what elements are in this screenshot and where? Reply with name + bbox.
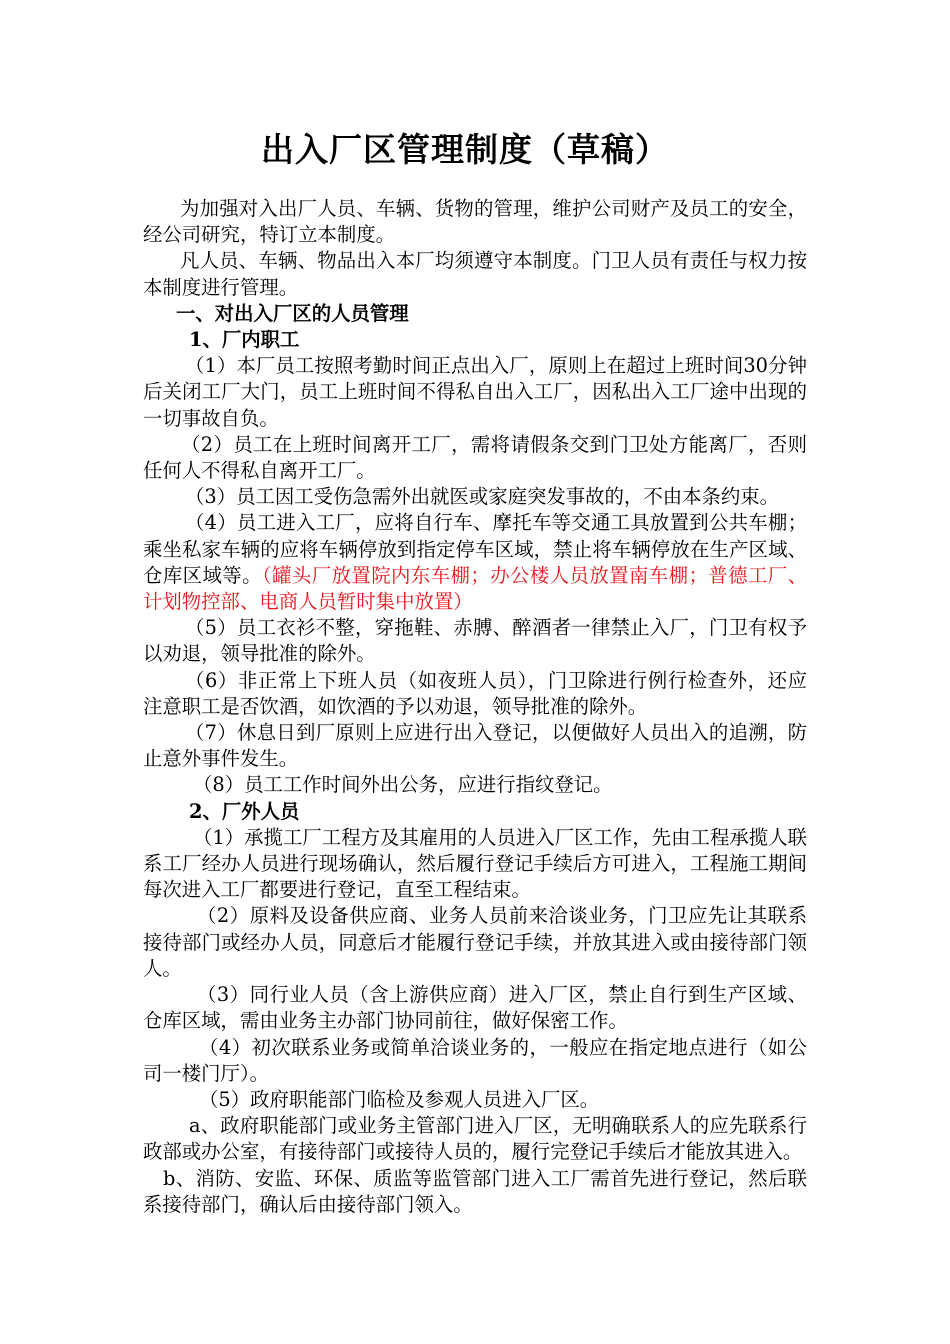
visitor-rule-5: （5）政府职能部门临检及参观人员进入厂区。 xyxy=(199,1087,600,1111)
intro-paragraph-2: 凡人员、车辆、物品出入本厂均须遵守本制度。门卫人员有责任与权力按本制度进行管理。 xyxy=(143,249,807,299)
staff-rule-3: （3）员工因工受伤急需外出就医或家庭突发事故的，不由本条约束。 xyxy=(185,485,780,509)
subsection-2-heading: 2、厂外人员 xyxy=(189,799,300,823)
visitor-rule-3: （3）同行业人员（含上游供应商）进入厂区，禁止自行到生产区域、仓库区域，需由业务主办部门协同前往，做好保密工作。 xyxy=(143,983,807,1033)
staff-rule-7: （7）休息日到厂原则上应进行出入登记，以便做好人员出入的追溯，防止意外事件发生。 xyxy=(143,721,807,771)
visitor-rule-5b: b、消防、安监、环保、质监等监管部门进入工厂需首先进行登记，然后联系接待部门，确认后由接待部门领入。 xyxy=(143,1166,807,1216)
visitor-rule-2: （2）原料及设备供应商、业务人员前来洽谈业务，门卫应先让其联系接待部门或经办人员，同意后才能履行登记手续，并放其进入或由接待部门领人。 xyxy=(143,904,807,980)
staff-rule-4-text: （4）员工进入工厂，应将自行车、摩托车等交通工具放置到公共车棚；乘坐私家车辆的应将车辆停放到指定停车区域，禁止将车辆停放在生产区域、仓库区域等。 xyxy=(143,511,807,587)
staff-rule-2: （2）员工在上班时间离开工厂，需将请假条交到门卫处方能离厂，否则任何人不得私自离开工厂。 xyxy=(143,432,807,483)
staff-rule-5: （5）员工衣衫不整，穿拖鞋、赤膊、醉酒者一律禁止入厂，门卫有权予以劝退，领导批准的除外。 xyxy=(143,616,807,666)
visitor-rule-5a: a、政府职能部门或业务主管部门进入厂区，无明确联系人的应先联系行政部或办公室，有接待部门或接待人员的，履行完登记手续后才能放其进入。 xyxy=(143,1114,807,1164)
staff-rule-8: （8）员工工作时间外出公务，应进行指纹登记。 xyxy=(193,773,613,797)
staff-rule-4 xyxy=(143,510,807,615)
subsection-1-heading: 1、厂内职工 xyxy=(189,328,300,352)
staff-rule-4-parking-note: （罐头厂放置院内东车棚；办公楼人员放置南车棚；普德工厂、计划物控部、电商人员暂时集中放置） xyxy=(143,563,807,614)
intro-paragraph-1: 为加强对入出厂人员、车辆、货物的管理，维护公司财产及员工的安全，经公司研究，特订立本制度。 xyxy=(143,197,807,247)
document-body xyxy=(143,196,807,1218)
staff-rule-1: （1）本厂员工按照考勤时间正点出入厂，原则上在超过上班时间30分钟后关闭工厂大门，员工上班时间不得私自出入工厂，因私出入工厂途中出现的一切事故自负。 xyxy=(143,354,807,430)
document-title: 出入厂区管理制度（草稿） xyxy=(261,130,669,169)
visitor-rule-1: （1）承揽工厂工程方及其雇用的人员进入厂区工作，先由工程承揽人联系工厂经办人员进行现场确认，然后履行登记手续后方可进入，工程施工期间每次进入工厂都要进行登记，直至工程结束。 xyxy=(143,825,807,902)
staff-rule-6: （6）非正常上下班人员（如夜班人员），门卫除进行例行检查外，还应注意职工是否饮酒，如饮酒的予以劝退，领导批准的除外。 xyxy=(143,668,807,718)
visitor-rule-4: （4）初次联系业务或简单洽谈业务的，一般应在指定地点进行（如公司一楼门厅）。 xyxy=(143,1035,807,1085)
section-1-heading: 一、对出入厂区的人员管理 xyxy=(176,301,409,325)
